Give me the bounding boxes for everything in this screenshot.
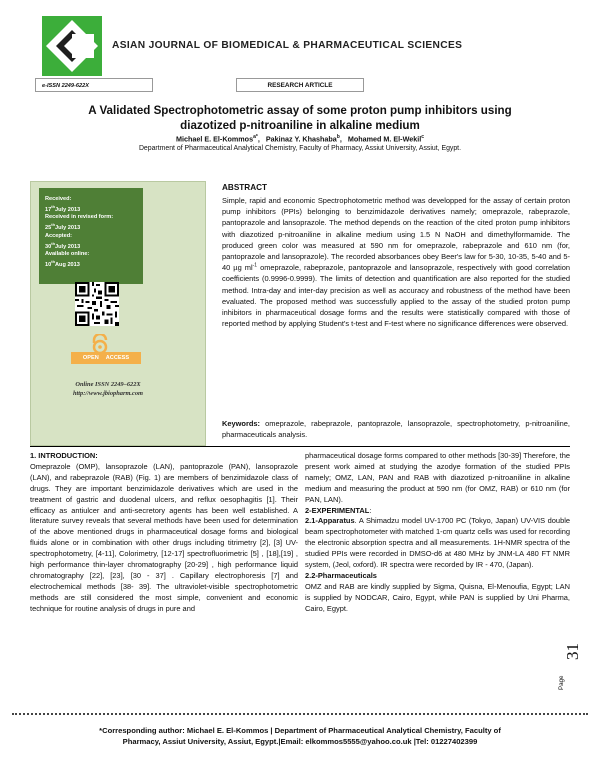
page-number: 31 [563,643,582,660]
experimental-heading: 2-EXPERIMENTAL [305,505,370,515]
intro-text: Omeprazole (OMP), lansoprazole (LAN), pantoprazole (PAN), lansoprazole (LAN), and rabeprazole (RAB) (Fig. 1) are members of benzimidazole class of drugs. They are important benzimidazole derivatives which are used in the treatment of gastric and duodenal ulcers, and reflux oesophagitis [1]. Their efficacy as antiulcer and anti-secretory agents has been well established. A literature survey reveals that several methods have been used for determination of the above mentioned drugs in pharmaceutical dosage forms and biological fluids alone or in combination with other drugs including titrimetry [2], [3] UV-spectrophotometry, [4-11], Colorimetry, [12-17] spectrofluorimetric [5] , [18],[19] , high performance thin-layer chromatography [20-29] , high performance liquid chromatography [22], [23], [30 - 37] . Capillary electrophoresis [7] and electrochemical methods [38- 39]. The ultraviolet-visible spectrophotometric methods are still considered the most simple, convenient and economic technique for routine analysis of drugs in pure and [30,461,298,613]
revised-label: Received in revised form: [45,214,114,221]
online-label: Available online: [45,250,90,257]
page-label: Page [558,675,565,690]
journal-logo [38,12,106,80]
accepted-date: 30thJuly 2013 [45,240,81,250]
qr-code-icon[interactable] [75,282,119,326]
footer-line1: *Corresponding author: Michael E. El-Kommos | Department of Pharmaceutical Analytical Chemistry, Faculty of [99,726,501,735]
article-dates [39,188,143,284]
revised-date: 25thJuly 2013 [45,222,81,232]
keywords-label: Keywords: [222,419,261,428]
body-left-column [30,451,298,615]
paper-title [60,103,540,133]
article-type-box: RESEARCH ARTICLE [236,78,364,92]
article-info-sidebar [30,181,206,446]
open-text: OPEN [82,355,99,361]
footer-line2: Pharmacy, Assiut University, Assiut, Egypt.|Email: elkommos5555@yahoo.co.uk |Tel: 01227402399 [122,737,478,746]
open-access-lock-icon [87,334,113,354]
body-right-column [305,451,570,615]
section-divider [30,446,570,447]
author-1-sup: a* [253,134,258,140]
keywords [222,418,570,440]
apparatus-heading: 2.1-Apparatus [305,516,355,526]
pharmaceuticals-heading: 2.2-Pharmaceuticals [305,570,377,580]
online-date: 10thAug 2013 [45,259,80,268]
affiliation: Department of Pharmaceutical Analytical Chemistry, Faculty of Pharmacy, Assiut University, Assiut, Egypt. [138,145,462,152]
author-3-sup: c [421,134,424,140]
journal-title: ASIAN JOURNAL OF BIOMEDICAL & PHARMACEUTICAL SCIENCES [112,40,463,51]
intro-continued-text: pharmaceutical dosage forms compared to other methods [30-39] Therefore, the present work aimed at studying the azodye formation of the studied PPIs namely; OMZ, LAN, PAN and RAB with diazotized p-nitroaniline in alkaline medium and measuring the product at 590 nm (for OMZ, RAB) or 610 nm (for PAN, LAN). [305,451,570,504]
paper-title-line1: A Validated Spectrophotometric assay of some proton pump inhibitors using [88,104,512,117]
author-2-sup: b [336,134,340,140]
author-2: Pakinaz Y. Khashaba [265,134,337,144]
authors-line: Michael E. El-Kommos$^{a*}$, Pakinaz Y. Khashaba$^b$, Mohamed M. El-Wekil$^c$ [175,134,424,144]
author-1: Michael E. El-Kommos [175,134,254,144]
online-issn: Online ISSN 2249–622X [75,381,141,388]
received-label: Received: [45,196,72,202]
abstract-text: Simple, rapid and economic Spectrophotometric method was developped for the assay of certain proton pump inhibitors (PPIs) belonging to benzimidazole derivatives namely; omeprazole, rabeprazole, pantoprazole and lansoprazole. The method depends on the reaction of the cited proton pump inhibitors with diazotized p-nitroaniline in alkaline medium using 1.5 N NaOH and dimethylformamide. The produced green color was measured at 590 nm for omeprazole, rabeprazole and 610 nm (for, pantoprazole and lansoprazole). The recorded absorbances obey Beer's law for 5-30, 10-35, 5-40 and 5-40 µg $ml^{-1}$ omeprazole, rabeprazole, pantoprazole and lansoprazole, respectively with good correlation coefficients (0.9996-0.9999). The limits of detection and quantification are also reported for the studied method. Intra-day and inter-day precision as well as accuracy and robustness of the method have been evaluated. The proposed method was successfully applied to the assay of the studied proton pump inhibitors in pharmaceutical dosage forms and the results were statistically compared with those of reported method by applying Student's t-test and F-test where no significance differences were observed. [222,196,570,329]
apparatus-paragraph [305,516,570,571]
issn-box: e-ISSN 2249-622X [35,78,153,92]
paper-title-line2: diazotized p-nitroaniline in alkaline medium [180,119,420,132]
intro-heading: 1. INTRODUCTION: [30,451,98,460]
abstract-heading: ABSTRACT [222,183,268,192]
pharmaceuticals-text: OMZ and RAB are kindly supplied by Sigma, Quisna, El-Menoufia, Egypt; LAN is supplied by NODCAR, Cairo, Egypt, while PAN is supplied by Uni Pharma, Cairo, Egypt. [305,581,570,613]
received-date: 17thJuly 2013 [45,204,81,214]
online-issn-block [41,380,175,398]
author-3: Mohamed M. El-Wekil [347,134,422,144]
journal-website-link[interactable]: http://www.jbiopharm.com [72,390,144,397]
experimental-heading-line: 2-EXPERIMENTAL: [305,505,372,515]
footer-dotted-rule [12,713,588,715]
open-access-badge [71,352,141,364]
accepted-label: Accepted: [45,232,73,239]
corresponding-author-footer [30,725,570,747]
access-text: ACCESS [105,355,130,361]
apparatus-text: . A Shimadzu model UV-1700 PC (Tokyo, Japan) UV-VIS double beam spectrophotometer with matched 1-cm quartz cells was used for recording the electronic absorption spectra and all measurements. 1H-NMR spectra of the studied PPIs were recorded in DMSO-d6 at 480 MHz by JNM-LA 480 FT NMR system, (Jeol, oxford). IR spectra were recorded by IR - 470, (Japan). [305,516,570,570]
keywords-text: omeprazole, rabeprazole, pantoprazole, lansoprazole, spectrophotometry, p-nitroaniline, pharmaceuticals analysis. [222,419,570,440]
